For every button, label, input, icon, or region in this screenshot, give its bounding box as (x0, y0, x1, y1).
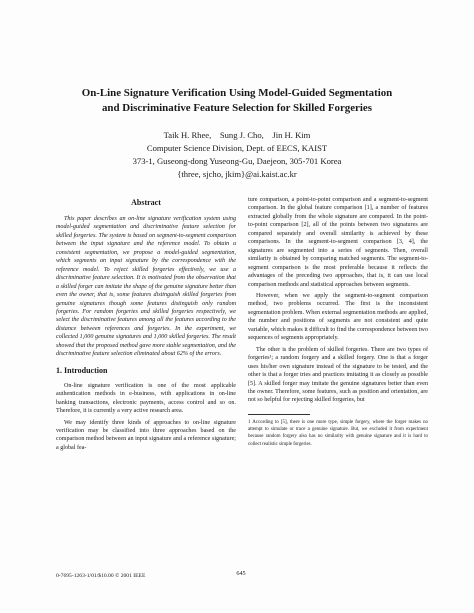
footer-isbn: 0-7695-1263-1/01/$10.00 © 2001 IEEE (56, 573, 146, 579)
introduction-paragraph-2: We may identify three kinds of approaches to on-line signature verification may be classified into three approaches based on the comparison method between an input signature and a reference signature; a global fea- (56, 419, 236, 451)
author-block (40, 129, 434, 181)
title-line-2: and Discriminative Feature Selection for Skilled Forgeries (101, 102, 372, 114)
body-paragraph-2: However, when we apply the segment-to-segment comparison method, two problems occurred. The first is the inconsistent segmentation problem. When external segmentation methods are applied, the number and positions of segments are not consistent and quite variable, which makes it difficult to find the correspondence between two sequences of segments appropriately. (248, 292, 428, 342)
page-number: 645 (236, 570, 246, 577)
body-paragraph-1: ture comparison, a point-to-point comparison and a segment-to-segment comparison. In the global feature comparison [1], a number of features extracted globally from the whole signature are compared. In the point-to-point comparison [2], all of the points between two signatures are compared separately and overall similarity is achieved by these comparisons. In the segment-to-segment comparison [3, 4], the signatures are segmented into a series of segments. Then, overall similarity is obtained by comparing matched segments. The segment-to-segment comparison is the most preferable because it reflects the advantages of the preceding two approaches, that is, it can use local comparison methods and statistical approaches between segments. (248, 197, 428, 288)
author-affiliation: Computer Science Division, Dept. of EECS, KAIST (146, 143, 328, 153)
introduction-paragraph-1: On-line signature verification is one of the most applicable authentication methods in e-business, with applications in on-line banking transactions, electronic payments, access control and so on. Therefore, it is currently a very active research area. (56, 382, 236, 415)
author-address: 373-1, Guseong-dong Yuseong-Gu, Daejeon, 305-701 Korea (132, 156, 342, 166)
abstract-text: This paper describes an on-line signature verification system using model-guided segmentation and discriminative feature selection for skilled forgeries. The system is based on segment-to-segment comparison between the input signature and the reference model. To obtain a consistent segmentation, we propose a model-guided segmentation, which segments an input signature by the correspondence with the reference model. To reject skilled forgeries effectively, we use a discriminative feature selection. It is motivated from the observation that a skilled forger can imitate the shape of the genuine signature better than even the owner, that is, some features distinguish skilled forgeries from genuine signatures though some features distinguish only random forgeries. For random forgeries and skilled forgeries respectively, we select the discriminative features among all the features according to the distance between references and forgeries. In the experiment, we collected 1,000 genuine signatures and 1,000 skilled forgeries. The result showed that the proposed method gave more stable segmentation, and the discriminative feature selection eliminated about 62% of the errors. (56, 216, 236, 358)
author-names: Taik H. Rhee, Sung J. Cho, Jin H. Kim (163, 130, 311, 140)
paper-title (40, 86, 434, 116)
abstract-heading: Abstract (131, 198, 161, 207)
introduction-heading: 1. Introduction (56, 365, 108, 375)
footnote-divider (248, 414, 310, 415)
left-column (56, 196, 236, 452)
right-column (248, 196, 428, 448)
author-emails: {three, sjcho, jkim}@ai.kaist.ac.kr (177, 169, 297, 179)
title-line-1: On-Line Signature Verification Using Model-Guided Segmentation (81, 87, 393, 99)
body-paragraph-3: The other is the problem of skilled forgeries. There are two types of forgeries¹; a random forgery and a skilled forgery. One is that a forger uses his/her own signature instead of the signature to be tested, and the other is that a forger tries and practices imitating it as closely as possible [5]. A skilled forger may imitate the genuine signatures better than even the owner. Therefore, some features, such as position and orientation, are not so helpful for rejecting skilled forgeries, but (248, 346, 428, 404)
footnote: 1 According to [5], there is one more type, simple forgery, where the forger makes no attempt to simulate or trace a genuine signature. But, we excluded it from experiment because random forgery also has no similarity with genuine signature and it is hard to collect realistic simple forgeries. (248, 419, 428, 447)
